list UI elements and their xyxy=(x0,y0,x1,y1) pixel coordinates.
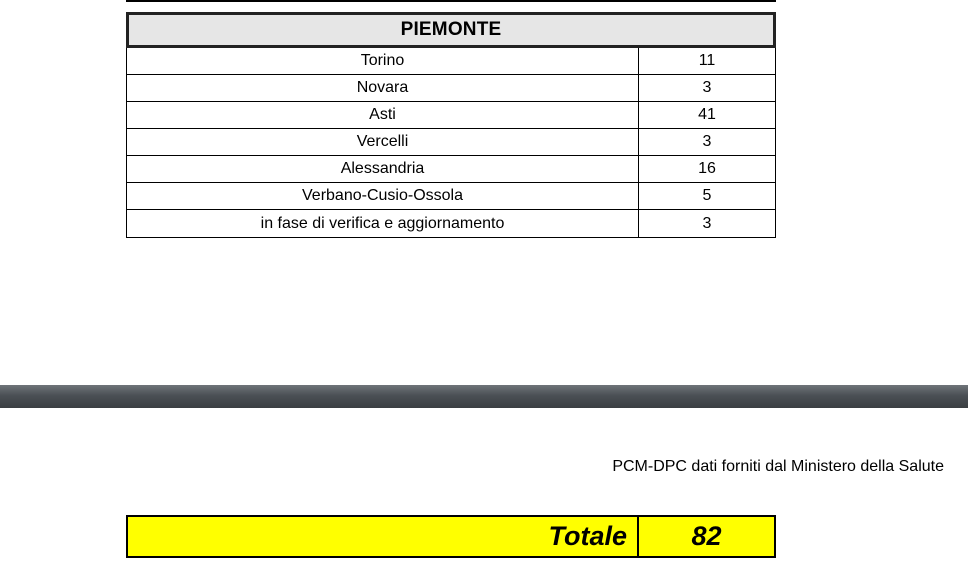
table-row xyxy=(127,129,775,156)
province-name: Vercelli xyxy=(127,129,639,155)
province-count: 5 xyxy=(702,187,712,204)
section-divider-bar xyxy=(0,385,968,408)
province-name: Verbano-Cusio-Ossola xyxy=(127,183,639,209)
province-name: Torino xyxy=(127,48,639,74)
table-row xyxy=(127,75,775,102)
source-note: PCM-DPC dati forniti dal Ministero della Salute xyxy=(612,458,944,475)
table-row xyxy=(127,102,775,129)
province-name: Asti xyxy=(127,102,639,128)
province-count: 41 xyxy=(698,106,716,123)
province-count: 3 xyxy=(702,79,712,96)
province-count: 16 xyxy=(698,160,716,177)
table-row xyxy=(127,183,775,210)
province-count: 11 xyxy=(698,52,716,69)
total-value: 82 xyxy=(691,521,722,551)
table-row xyxy=(127,210,775,237)
province-name: Alessandria xyxy=(127,156,639,182)
previous-table-edge xyxy=(126,0,776,2)
region-rows xyxy=(126,48,776,238)
province-name: in fase di verifica e aggiornamento xyxy=(127,210,639,237)
region-title: PIEMONTE xyxy=(126,12,776,48)
total-label: Totale xyxy=(128,517,639,556)
province-name: Novara xyxy=(127,75,639,101)
total-box xyxy=(126,515,776,558)
table-row xyxy=(127,48,775,75)
previous-table-column-divider xyxy=(638,0,640,2)
region-table xyxy=(126,12,776,238)
table-row xyxy=(127,156,775,183)
province-count: 3 xyxy=(702,133,712,150)
province-count: 3 xyxy=(702,214,712,232)
